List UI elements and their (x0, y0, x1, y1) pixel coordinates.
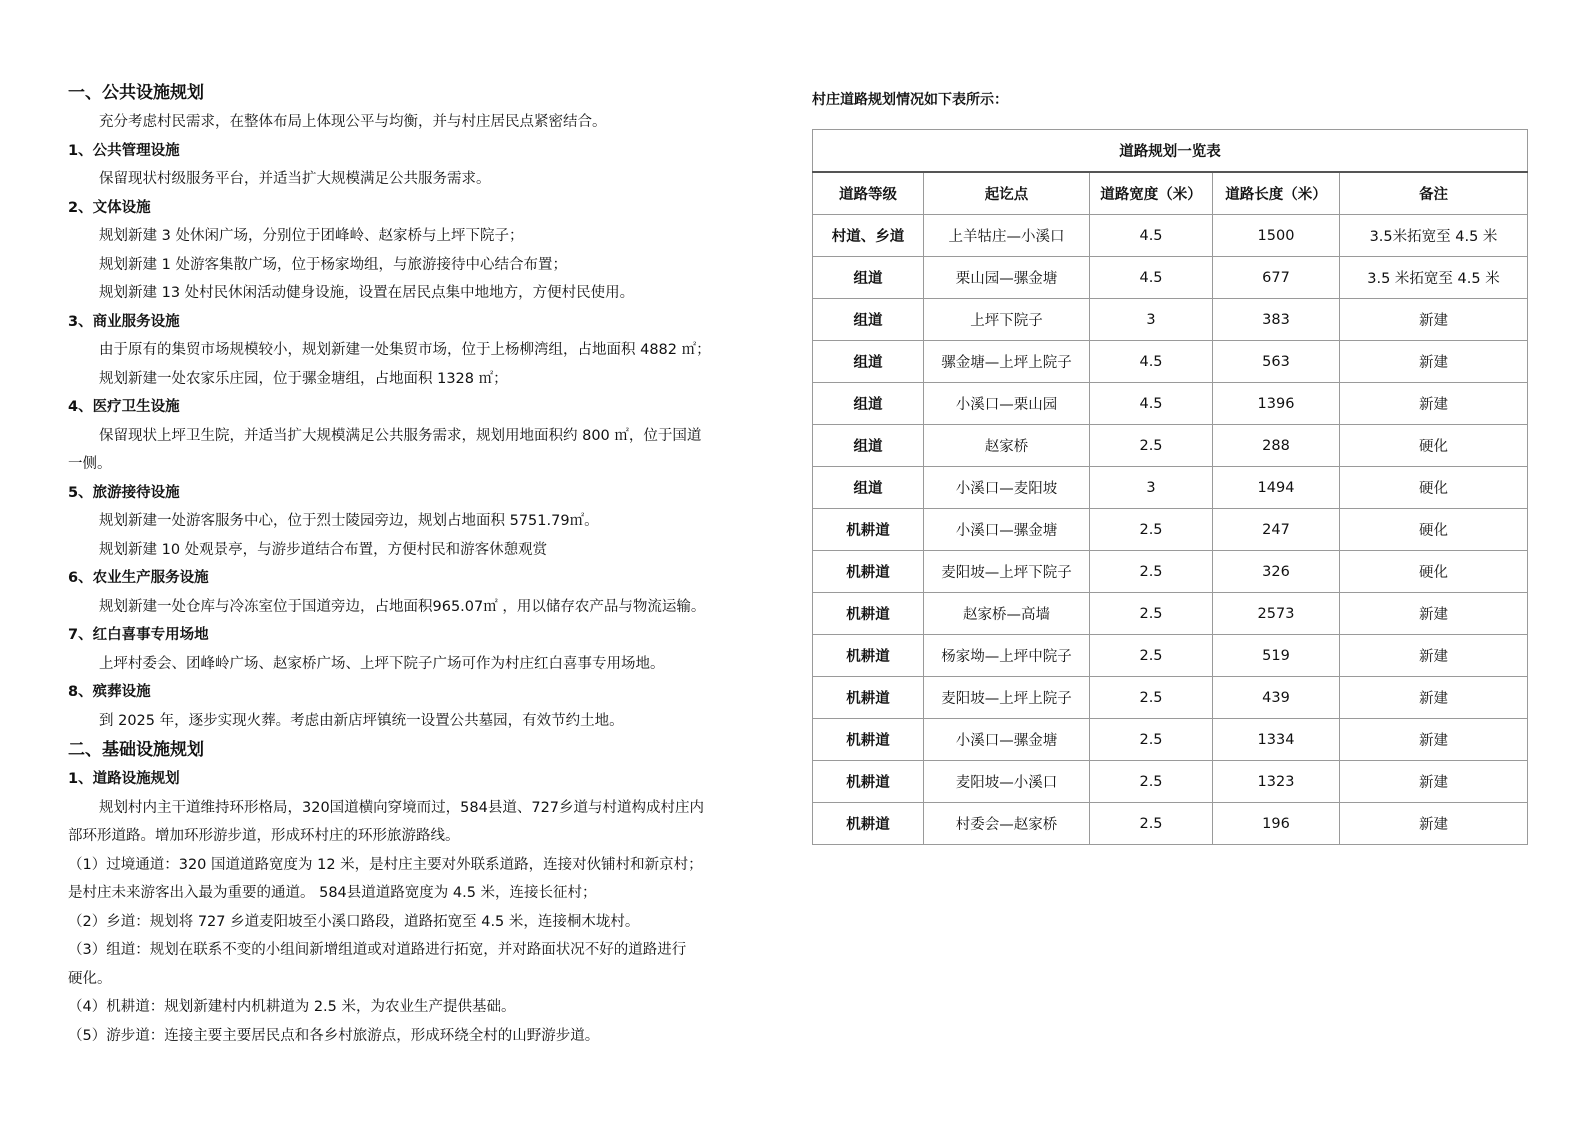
table-cell: 机耕道 (813, 761, 924, 803)
list-item: （5）游步道：连接主要主要居民点和各乡村旅游点，形成环绕全村的山野游步道。 (68, 1027, 600, 1044)
table-row (813, 299, 1528, 341)
table-cell: 2.5 (1090, 509, 1213, 551)
table-cell: 小溪口—栗山园 (924, 383, 1090, 425)
table-row (813, 383, 1528, 425)
table-cell: 3 (1090, 299, 1213, 341)
table-cell: 新建 (1340, 761, 1528, 803)
table-cell: 村委会—赵家桥 (924, 803, 1090, 845)
list-item-continuation: 是村庄未来游客出入最为重要的通道。 584县道道路宽度为 4.5 米，连接长征村； (68, 885, 597, 901)
table-cell: 麦阳坡—小溪口 (924, 761, 1090, 803)
table-row (813, 719, 1528, 761)
table-cell: 677 (1213, 257, 1340, 299)
table-intro: 村庄道路规划情况如下表所示： (812, 92, 1008, 108)
paragraph: 规划新建 3 处休闲广场，分别位于团峰岭、赵家桥与上坪下院子； (99, 228, 524, 244)
table-cell: 新建 (1340, 719, 1528, 761)
list-item: （2）乡道：规划将 727 乡道麦阳坡至小溪口路段，道路拓宽至 4.5 米，连接桐木垅村。 (68, 913, 640, 930)
header-road-width: 道路宽度（米） (1090, 172, 1213, 215)
table-row (813, 425, 1528, 467)
table-cell: 1396 (1213, 383, 1340, 425)
table-cell: 硬化 (1340, 467, 1528, 509)
table-cell: 2.5 (1090, 677, 1213, 719)
table-row (813, 215, 1528, 257)
table-cell: 栗山园—骡金塘 (924, 257, 1090, 299)
paragraph: 保留现状上坪卫生院，并适当扩大规模满足公共服务需求，规划用地面积约 800 ㎡，位于国道 (99, 427, 702, 444)
table-cell: 机耕道 (813, 803, 924, 845)
table-cell: 小溪口—骡金塘 (924, 719, 1090, 761)
paragraph: 规划新建一处游客服务中心，位于烈士陵园旁边，规划占地面积 5751.79㎡。 (99, 513, 599, 529)
table-cell: 3 (1090, 467, 1213, 509)
table-cell: 1500 (1213, 215, 1340, 257)
table-cell: 2.5 (1090, 761, 1213, 803)
subheading: 6、农业生产服务设施 (68, 570, 209, 586)
header-road-length: 道路长度（米） (1213, 172, 1340, 215)
paragraph: 充分考虑村民需求，在整体布局上体现公平与均衡，并与村庄居民点紧密结合。 (99, 114, 607, 130)
paragraph: 上坪村委会、团峰岭广场、赵家桥广场、上坪下院子广场可作为村庄红白喜事专用场地。 (99, 655, 665, 672)
table-row (813, 677, 1528, 719)
table-cell: 赵家桥 (924, 425, 1090, 467)
table-cell: 2.5 (1090, 719, 1213, 761)
table-cell: 麦阳坡—上坪下院子 (924, 551, 1090, 593)
table-cell: 小溪口—骡金塘 (924, 509, 1090, 551)
table-cell: 上坪下院子 (924, 299, 1090, 341)
table-cell: 赵家桥—高墙 (924, 593, 1090, 635)
table-cell: 小溪口—麦阳坡 (924, 467, 1090, 509)
table-cell: 麦阳坡—上坪上院子 (924, 677, 1090, 719)
list-item-continuation: 硬化。 (68, 970, 112, 987)
table-cell: 288 (1213, 425, 1340, 467)
table-cell: 组道 (813, 299, 924, 341)
subheading: 5、旅游接待设施 (68, 484, 180, 501)
table-cell: 383 (1213, 299, 1340, 341)
paragraph-continuation: 部环形道路。增加环形游步道，形成环村庄的环形旅游路线。 (68, 828, 460, 844)
table-cell: 2.5 (1090, 551, 1213, 593)
table-cell: 2573 (1213, 593, 1340, 635)
table-cell: 2.5 (1090, 635, 1213, 677)
table-cell: 3.5 米拓宽至 4.5 米 (1340, 257, 1528, 299)
table-cell: 4.5 (1090, 257, 1213, 299)
table-cell: 杨家坳—上坪中院子 (924, 635, 1090, 677)
table-cell: 新建 (1340, 593, 1528, 635)
table-cell: 4.5 (1090, 341, 1213, 383)
table-cell: 村道、乡道 (813, 215, 924, 257)
table-cell: 机耕道 (813, 509, 924, 551)
list-item: （4）机耕道：规划新建村内机耕道为 2.5 米，为农业生产提供基础。 (68, 999, 516, 1015)
table-row (813, 593, 1528, 635)
section-title-public-facilities: 一、公共设施规划 (68, 83, 204, 103)
table-cell: 机耕道 (813, 593, 924, 635)
table-row (813, 509, 1528, 551)
table-cell: 组道 (813, 383, 924, 425)
table-cell: 组道 (813, 341, 924, 383)
table-cell: 机耕道 (813, 677, 924, 719)
table-cell: 1323 (1213, 761, 1340, 803)
table-cell: 3.5米拓宽至 4.5 米 (1340, 215, 1528, 257)
table-cell: 机耕道 (813, 719, 924, 761)
paragraph: 规划新建一处农家乐庄园，位于骡金塘组，占地面积 1328 ㎡； (99, 370, 508, 387)
paragraph: 规划村内主干道维持环形格局，320国道横向穿境而过，584县道、727乡道与村道构成村庄内 (99, 799, 705, 816)
paragraph: 规划新建 1 处游客集散广场，位于杨家坳组，与旅游接待中心结合布置； (99, 256, 567, 273)
table-cell: 2.5 (1090, 803, 1213, 845)
header-road-level: 道路等级 (813, 172, 924, 215)
paragraph: 规划新建 10 处观景亭，与游步道结合布置，方便村民和游客休憩观赏 (99, 541, 548, 558)
table-cell: 新建 (1340, 341, 1528, 383)
paragraph-continuation: 一侧。 (68, 456, 112, 472)
header-start-end: 起讫点 (924, 172, 1090, 215)
paragraph: 规划新建 13 处村民休闲活动健身设施，设置在居民点集中地地方，方便村民使用。 (99, 285, 635, 301)
subheading: 8、殡葬设施 (68, 684, 151, 700)
table-cell: 563 (1213, 341, 1340, 383)
table-cell: 326 (1213, 551, 1340, 593)
header-remarks: 备注 (1340, 172, 1528, 215)
left-column (68, 78, 768, 1050)
table-cell: 组道 (813, 257, 924, 299)
table-cell: 骡金塘—上坪上院子 (924, 341, 1090, 383)
subheading: 4、医疗卫生设施 (68, 399, 180, 415)
table-body (813, 215, 1528, 845)
table-header-row (813, 172, 1528, 215)
table-cell: 4.5 (1090, 215, 1213, 257)
table-row (813, 551, 1528, 593)
subheading: 1、道路设施规划 (68, 771, 180, 787)
table-cell: 机耕道 (813, 551, 924, 593)
table-row (813, 257, 1528, 299)
table-row (813, 761, 1528, 803)
table-cell: 组道 (813, 425, 924, 467)
subheading: 7、红白喜事专用场地 (68, 627, 209, 643)
subheading: 1、公共管理设施 (68, 142, 180, 159)
table-cell: 新建 (1340, 635, 1528, 677)
list-item: （3）组道：规划在联系不变的小组间新增组道或对道路进行拓宽，并对路面状况不好的道路进行 (68, 942, 687, 958)
table-cell: 1334 (1213, 719, 1340, 761)
table-cell: 硬化 (1340, 509, 1528, 551)
table-cell: 247 (1213, 509, 1340, 551)
table-cell: 组道 (813, 467, 924, 509)
subheading: 2、文体设施 (68, 199, 151, 216)
table-row (813, 635, 1528, 677)
table-cell: 上羊牯庄—小溪口 (924, 215, 1090, 257)
paragraph: 到 2025 年，逐步实现火葬。考虑由新店坪镇统一设置公共墓园，有效节约土地。 (99, 712, 624, 729)
table-cell: 机耕道 (813, 635, 924, 677)
table-cell: 4.5 (1090, 383, 1213, 425)
table-cell: 新建 (1340, 803, 1528, 845)
table-row (813, 467, 1528, 509)
table-cell: 439 (1213, 677, 1340, 719)
table-row (813, 803, 1528, 845)
table-cell: 新建 (1340, 677, 1528, 719)
paragraph: 保留现状村级服务平台，并适当扩大规模满足公共服务需求。 (99, 171, 491, 187)
subheading: 3、商业服务设施 (68, 313, 180, 330)
table-cell: 1494 (1213, 467, 1340, 509)
paragraph: 规划新建一处仓库与冷冻室位于国道旁边，占地面积965.07㎡ ，用以储存农产品与物流运输。 (99, 598, 706, 615)
table-cell: 硬化 (1340, 551, 1528, 593)
list-item: （1）过境通道：320 国道道路宽度为 12 米，是村庄主要对外联系道路，连接对伙铺村和新京村； (68, 856, 703, 873)
table-cell: 519 (1213, 635, 1340, 677)
table-cell: 新建 (1340, 299, 1528, 341)
table-cell: 196 (1213, 803, 1340, 845)
table-cell: 硬化 (1340, 425, 1528, 467)
table-cell: 2.5 (1090, 425, 1213, 467)
paragraph: 由于原有的集贸市场规模较小，规划新建一处集贸市场，位于上杨柳湾组，占地面积 4882 ㎡； (99, 342, 711, 358)
table-cell: 新建 (1340, 383, 1528, 425)
table-cell: 2.5 (1090, 593, 1213, 635)
table-row (813, 341, 1528, 383)
section-title-infrastructure: 二、基础设施规划 (68, 740, 204, 760)
table-title: 道路规划一览表 (813, 130, 1528, 173)
road-planning-table (812, 129, 1528, 845)
